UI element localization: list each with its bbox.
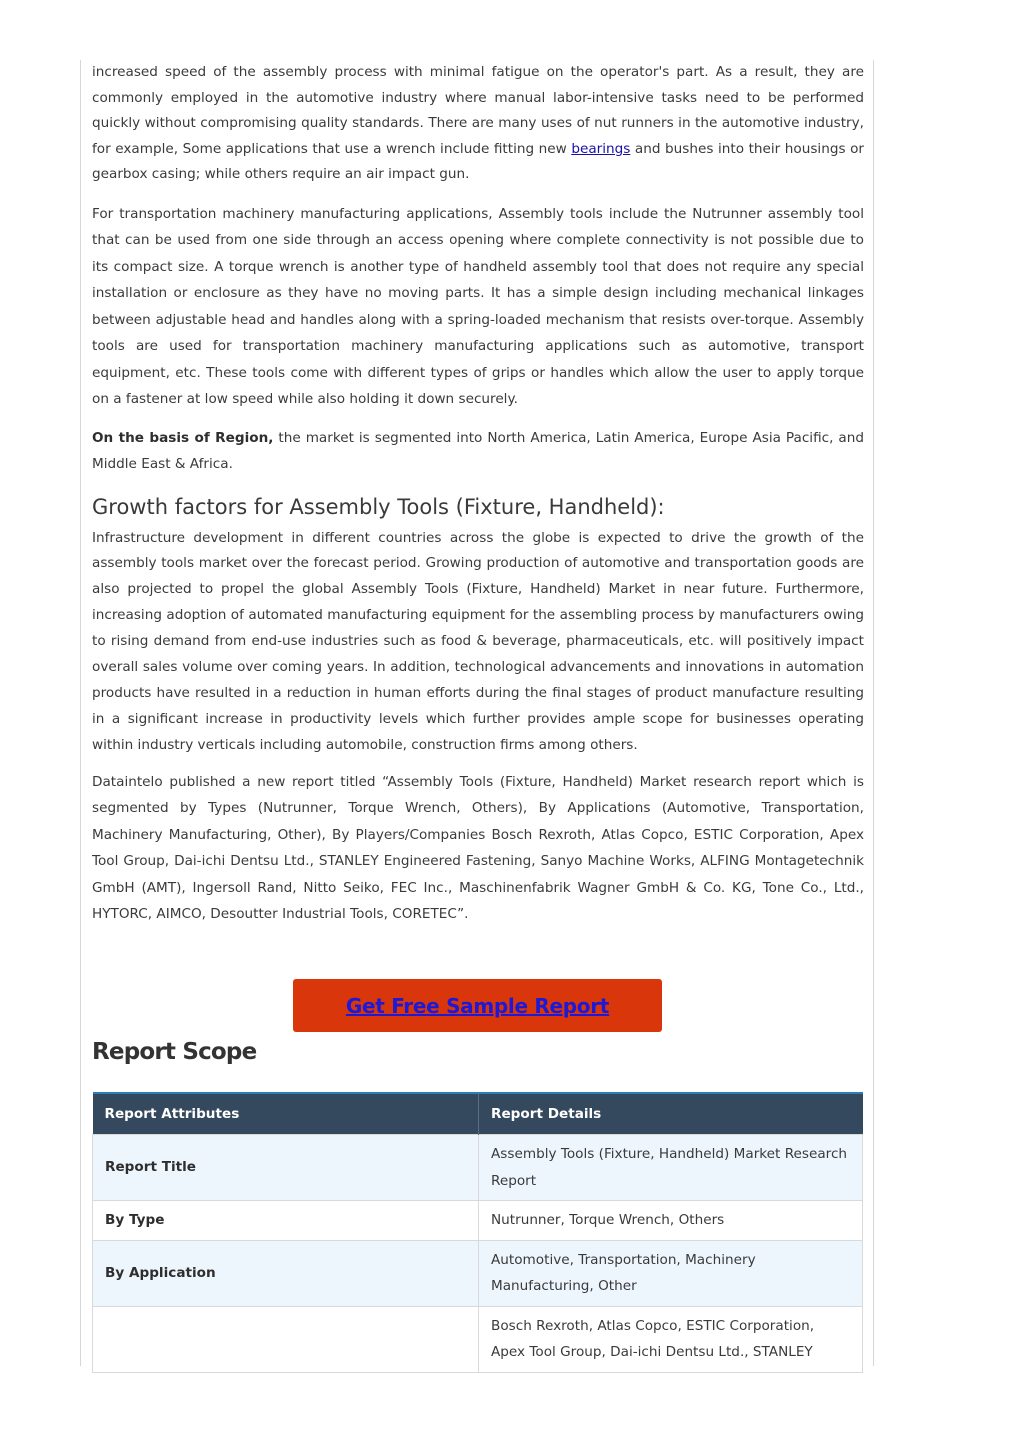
column-header-attributes: Report Attributes <box>93 1093 479 1135</box>
detail-cell: Automotive, Transportation, Machinery Manufacturing, Other <box>479 1240 863 1306</box>
detail-cell: Bosch Rexroth, Atlas Copco, ESTIC Corporation, Apex Tool Group, Dai-ichi Dentsu Ltd., STANLEY <box>479 1306 863 1372</box>
table-row <box>93 1201 863 1241</box>
paragraph-region <box>92 425 864 478</box>
column-header-details: Report Details <box>479 1093 863 1135</box>
paragraph-nut-runners <box>92 60 864 188</box>
paragraph-text: the market is segmented into North America, Latin America, Europe Asia Pacific, and Middle East & Africa. <box>92 429 864 472</box>
paragraph-growth-factors: Infrastructure development in different countries across the globe is expected to drive the growth of the assembly tools market over the forecast period. Growing production of automotive and transportation goods are also projected to propel the global Assembly Tools (Fixture, Handheld) Market in near future. Furthermore, increasing adoption of automated manufacturing equipment for the assembling process by manufacturers owing to rising demand from end-use industries such as food & beverage, pharmaceuticals, etc. will positively impact overall sales volume over coming years. In addition, technological advancements and innovations in automation products have resulted in a reduction in human efforts during the final stages of product manufacture resulting in a significant increase in productivity levels which further provides ample scope for businesses operating within industry verticals including automobile, construction firms among others. <box>92 529 864 753</box>
paragraph-transportation: For transportation machinery manufacturing applications, Assembly tools include the Nutrunner assembly tool that can be used from one side through an access opening where complete connectivity is not possible due to its compact size. A torque wrench is another type of handheld assembly tool that does not require any special installation or enclosure as they have no moving parts. It has a simple design including mechanical linkages between adjustable head and handles along with a spring-loaded mechanism that resists over-torque. Assembly tools are used for transportation machinery manufacturing applications such as automotive, transport equipment, etc. These tools come with different types of grips or handles which allow the user to apply torque on a fastener at low speed while also holding it down securely. <box>92 205 864 407</box>
growth-factors-heading: Growth factors for Assembly Tools (Fixture, Handheld): <box>92 494 665 519</box>
attribute-cell: By Application <box>93 1240 479 1306</box>
table-row <box>93 1135 863 1201</box>
bearings-link[interactable]: bearings <box>571 140 631 157</box>
paragraph-text: and bushes into their housings or gearbox casing; while others require an air impact gun. <box>92 140 864 182</box>
region-label: On the basis of Region, <box>92 429 274 446</box>
report-scope-table <box>92 1092 863 1373</box>
detail-cell: Assembly Tools (Fixture, Handheld) Market Research Report <box>479 1135 863 1201</box>
attribute-cell: By Type <box>93 1201 479 1241</box>
paragraph-text: increased speed of the assembly process with minimal fatigue on the operator's part. As a result, they are commonly employed in the automotive industry where manual labor-intensive tasks need to be performed quickly without compromising quality standards. There are many uses of nut runners in the automotive industry, for example, Some applications that use a wrench include fitting new <box>92 64 864 157</box>
table-row <box>93 1306 863 1372</box>
detail-cell: Nutrunner, Torque Wrench, Others <box>479 1201 863 1241</box>
paragraph-report-summary: Dataintelo published a new report titled “Assembly Tools (Fixture, Handheld) Market research report which is segmented by Types (Nutrunner, Torque Wrench, Others), By Applications (Automotive, Transportation, Machinery Manufacturing, Other), By Players/Companies Bosch Rexroth, Atlas Copco, ESTIC Corporation, Apex Tool Group, Dai-ichi Dentsu Ltd., STANLEY Engineered Fastening, Sanyo Machine Works, ALFING Montagetechnik GmbH (AMT), Ingersoll Rand, Nitto Seiko, FEC Inc., Maschinenfabrik Wagner GmbH & Co. KG, Tone Co., Ltd., HYTORC, AIMCO, Desoutter Industrial Tools, CORETEC”. <box>92 773 864 923</box>
table-row <box>93 1240 863 1306</box>
attribute-cell: Report Title <box>93 1135 479 1201</box>
get-free-sample-report-link[interactable]: Get Free Sample Report <box>345 993 610 1018</box>
table-header-row <box>93 1093 863 1135</box>
article-body <box>92 60 864 928</box>
attribute-cell <box>93 1306 479 1372</box>
free-sample-banner <box>293 979 662 1032</box>
report-scope-title: Report Scope <box>92 1039 257 1065</box>
